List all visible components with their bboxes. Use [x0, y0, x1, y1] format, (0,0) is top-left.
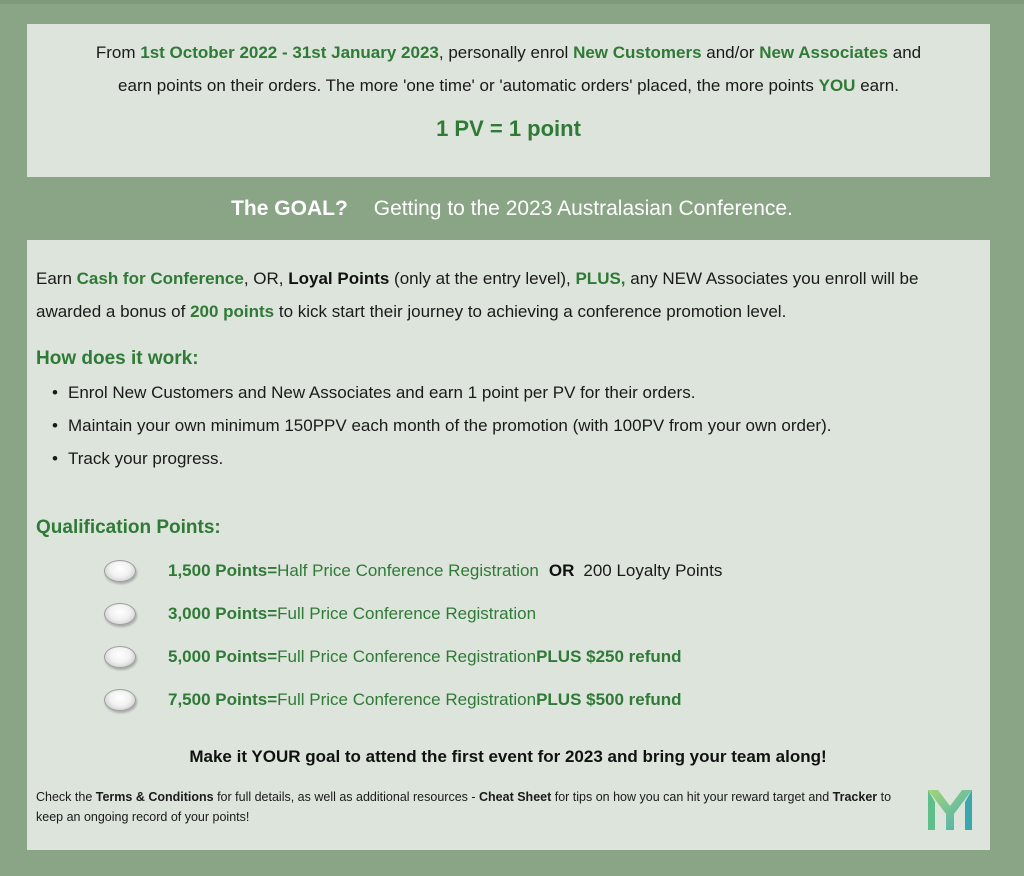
list-item: • Track your progress. — [52, 442, 980, 475]
tier-row: 5,000 Points = Full Price Conference Registration PLUS $250 refund — [104, 635, 980, 678]
qualification-heading: Qualification Points: — [36, 517, 221, 538]
tier-or: OR — [548, 560, 575, 580]
silver-disc-icon — [104, 603, 136, 625]
tier-extra: PLUS $500 refund — [536, 689, 682, 709]
tier-points: 7,500 Points — [168, 689, 268, 709]
pv-rule: 1 PV = 1 point — [436, 116, 581, 141]
promo-period-text: From 1st October 2022 - 31st January 2023, personally enrol New Customers and/or New Associates and — [95, 43, 922, 62]
intro-paragraph: Earn Cash for Conference, OR, Loyal Points (only at the entry level), PLUS, any NEW Associates you enroll will be awarded a bonus of 200 points to kick start their journey to achieving a conference promotion level. — [36, 269, 919, 321]
tier-extra: PLUS $250 refund — [536, 646, 682, 666]
top-stripe — [0, 0, 1024, 4]
how-it-works-heading: How does it work: — [36, 348, 199, 369]
promo-intro-panel — [27, 24, 990, 177]
cash-for-conference: Cash for Conference — [76, 269, 244, 288]
list-item: • Maintain your own minimum 150PPV each month of the promotion (with 100PV from your own order). — [52, 409, 980, 442]
details-panel — [27, 240, 990, 850]
terms-link[interactable]: Terms & Conditions — [95, 790, 214, 804]
goal-banner — [0, 192, 1024, 226]
tier-reward: Half Price Conference Registration — [277, 560, 539, 580]
silver-disc-icon — [104, 689, 136, 711]
tier-row: 3,000 Points = Full Price Conference Registration — [104, 592, 980, 635]
bonus-points: 200 points — [190, 302, 275, 321]
tier-points: 3,000 Points — [168, 603, 268, 623]
call-to-action: Make it YOUR goal to attend the first event for 2023 and bring your team along! — [189, 747, 827, 766]
cheat-sheet-link[interactable]: Cheat Sheet — [479, 790, 552, 804]
tracker-link[interactable]: Tracker — [832, 790, 878, 804]
promo-dates: 1st October 2022 - 31st January 2023 — [140, 43, 439, 62]
promo-earn-text: earn points on their orders. The more 'one time' or 'automatic orders' placed, the more points YOU earn. — [118, 76, 899, 95]
goal-label: The GOAL? — [231, 197, 348, 220]
tier-reward: Full Price Conference Registration — [277, 689, 537, 709]
tier-points: 5,000 Points — [168, 646, 268, 666]
tier-reward: Full Price Conference Registration — [277, 646, 537, 666]
new-customers-highlight: New Customers — [573, 43, 702, 62]
plus-highlight: PLUS, — [575, 269, 626, 288]
tier-points: 1,500 Points — [168, 560, 268, 580]
brand-logo — [924, 786, 976, 832]
tier-row: 1,500 Points = Half Price Conference Registration OR 200 Loyalty Points — [104, 549, 980, 592]
list-item: • Enrol New Customers and New Associates and earn 1 point per PV for their orders. — [52, 376, 980, 409]
loyal-points: Loyal Points — [288, 269, 390, 288]
tier-alt: 200 Loyalty Points — [583, 560, 723, 580]
tier-reward: Full Price Conference Registration — [277, 603, 537, 623]
tier-row: 7,500 Points = Full Price Conference Registration PLUS $500 refund — [104, 678, 980, 721]
how-it-works-list — [36, 376, 980, 475]
silver-disc-icon — [104, 646, 136, 668]
footnote: Check the Terms & Conditions for full details, as well as additional resources - Cheat Sheet for tips on how you can hit your reward target and Tracker to keep an ongoing record of your points! — [36, 790, 892, 824]
silver-disc-icon — [104, 560, 136, 582]
goal-text: Getting to the 2023 Australasian Conference. — [373, 197, 793, 220]
qualification-tiers — [36, 549, 980, 721]
you-highlight: YOU — [818, 76, 856, 95]
new-associates-highlight: New Associates — [759, 43, 889, 62]
